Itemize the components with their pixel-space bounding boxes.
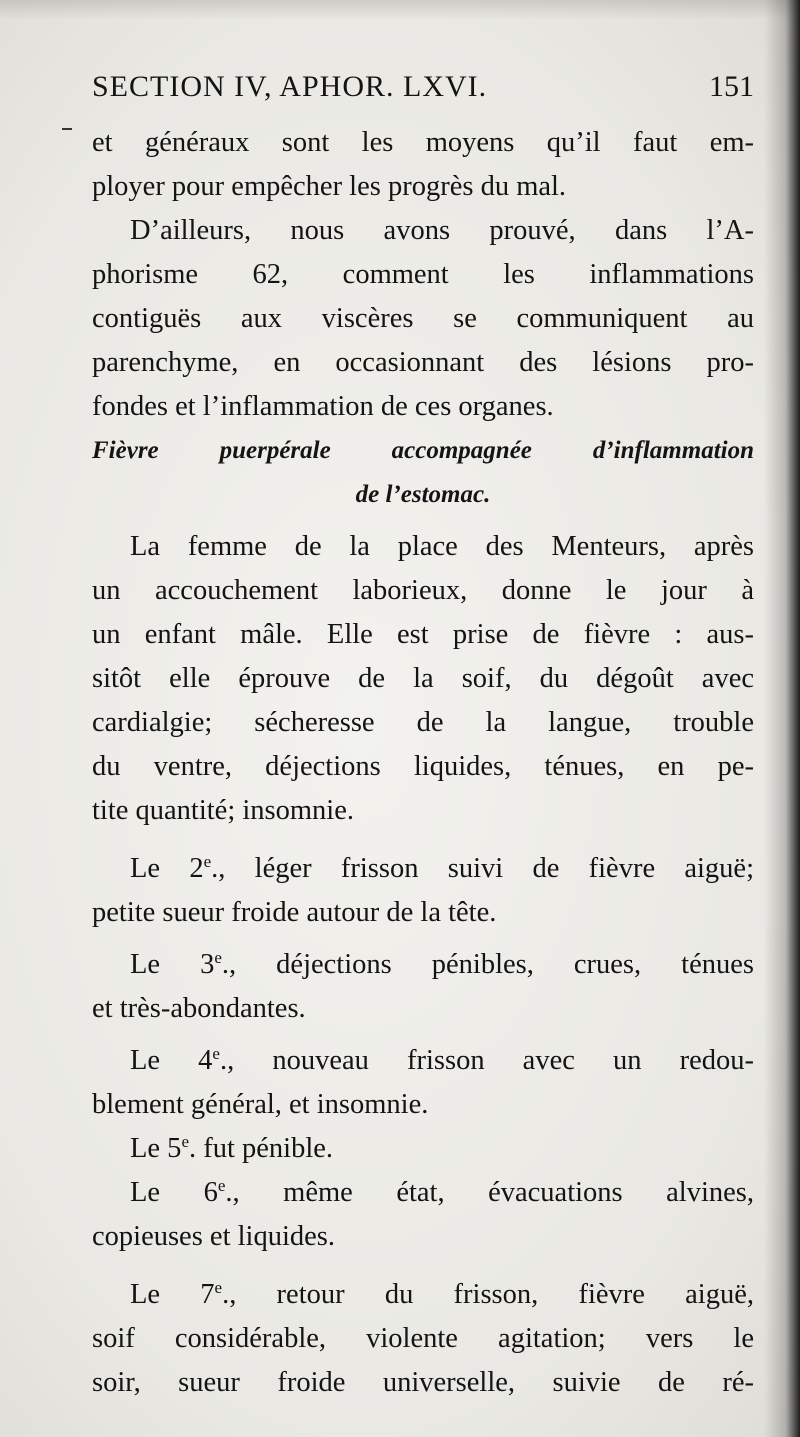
- text-line: Le 4e., nouveau frisson avec un redou-: [130, 1044, 754, 1076]
- running-header: [92, 70, 754, 104]
- text-line: petite sueur froide autour de la tête.: [92, 897, 497, 928]
- text-line: Le 6e., même état, évacuations alvines,: [130, 1176, 755, 1208]
- text-line: ployer pour empêcher les progrès du mal.: [92, 171, 567, 202]
- text-line: phorisme 62, comment les inflammations: [92, 259, 754, 290]
- text-line: parenchyme, en occasionnant des lésions pro-: [92, 347, 754, 378]
- text-line: cardialgie; sécheresse de la langue, trouble: [92, 707, 754, 738]
- text-line: Le 7e., retour du frisson, fièvre aiguë,: [130, 1278, 754, 1310]
- margin-mark: [62, 128, 72, 130]
- text-line: et très-abondantes.: [92, 993, 306, 1024]
- page-number: 151: [709, 70, 754, 103]
- text-line: soir, sueur froide universelle, suivie de ré-: [92, 1367, 754, 1398]
- text-line: contiguës aux viscères se communiquent au: [92, 303, 754, 334]
- text-line: blement général, et insomnie.: [92, 1089, 429, 1120]
- text-line: sitôt elle éprouve de la soif, du dégoût avec: [92, 663, 754, 694]
- body-text: [92, 121, 754, 1405]
- text-line: tite quantité; insomnie.: [92, 795, 354, 826]
- text-line: soif considérable, violente agitation; vers le: [92, 1323, 754, 1354]
- text-line: Le 5e. fut pénible.: [130, 1132, 334, 1164]
- section-heading: de l’estomac.: [355, 481, 491, 508]
- page-top-shadow: [0, 0, 800, 20]
- text-line: copieuses et liquides.: [92, 1221, 335, 1252]
- text-line: fondes et l’inflammation de ces organes.: [92, 391, 554, 422]
- page-binding-shadow: [764, 0, 800, 1437]
- text-line: un enfant mâle. Elle est prise de fièvre : aus-: [92, 619, 754, 650]
- text-line: D’ailleurs, nous avons prouvé, dans l’A-: [130, 215, 754, 246]
- text-line: Le 2e., léger frisson suivi de fièvre aiguë;: [130, 852, 755, 884]
- text-line: La femme de la place des Menteurs, après: [130, 531, 754, 562]
- text-line: un accouchement laborieux, donne le jour à: [92, 575, 754, 606]
- text-line: du ventre, déjections liquides, ténues, en pe-: [92, 751, 754, 782]
- section-heading: Fièvre puerpérale accompagnée d’inflammation: [92, 437, 754, 464]
- text-line: et généraux sont les moyens qu’il faut em-: [92, 127, 754, 158]
- text-line: Le 3e., déjections pénibles, crues, ténues: [130, 948, 754, 980]
- running-title: SECTION IV, APHOR. LXVI.: [92, 70, 488, 103]
